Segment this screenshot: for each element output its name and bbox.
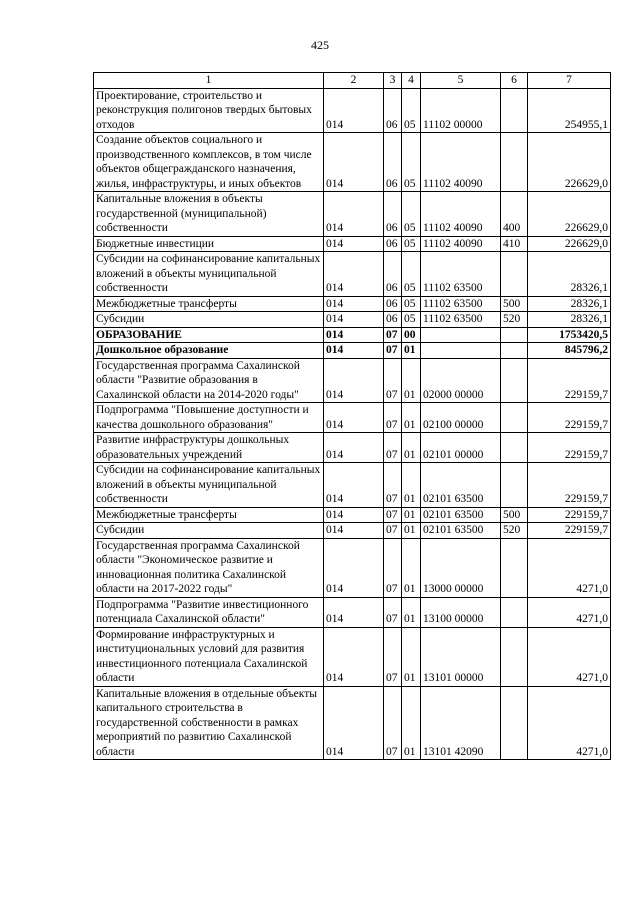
row-section-cell: 07 [384, 433, 402, 463]
row-type-cell [501, 597, 528, 627]
row-ministry-cell: 014 [324, 252, 384, 297]
row-ministry-cell: 014 [324, 192, 384, 237]
row-ministry-cell: 014 [324, 538, 384, 597]
row-section-cell: 07 [384, 627, 402, 686]
row-type-cell: 400 [501, 192, 528, 237]
row-section-cell: 07 [384, 343, 402, 359]
row-subsection-cell: 05 [402, 192, 421, 237]
row-target-cell: 11102 63500 [421, 252, 501, 297]
row-subsection-cell: 01 [402, 686, 421, 760]
row-section-cell: 07 [384, 507, 402, 523]
row-subsection-cell: 01 [402, 358, 421, 403]
row-type-cell [501, 403, 528, 433]
row-type-cell: 520 [501, 312, 528, 328]
table-body [94, 88, 611, 760]
row-amount-cell: 229159,7 [528, 433, 611, 463]
row-ministry-cell: 014 [324, 597, 384, 627]
row-section-cell: 07 [384, 463, 402, 508]
row-subsection-cell: 05 [402, 88, 421, 133]
row-target-cell: 02101 63500 [421, 463, 501, 508]
row-subsection-cell: 01 [402, 433, 421, 463]
row-subsection-cell: 01 [402, 597, 421, 627]
row-ministry-cell: 014 [324, 236, 384, 252]
row-section-cell: 07 [384, 327, 402, 343]
row-amount-cell: 226629,0 [528, 236, 611, 252]
row-subsection-cell: 01 [402, 343, 421, 359]
row-target-cell: 02101 00000 [421, 433, 501, 463]
table-row [94, 327, 611, 343]
row-amount-cell: 229159,7 [528, 358, 611, 403]
row-subsection-cell: 01 [402, 523, 421, 539]
row-amount-cell: 28326,1 [528, 296, 611, 312]
row-ministry-cell: 014 [324, 463, 384, 508]
table-row [94, 507, 611, 523]
row-section-cell: 07 [384, 523, 402, 539]
row-name-cell: Государственная программа Сахалинской области "Экономическое развитие и инновационная политика Сахалинской области на 2017-2022 годы" [94, 538, 324, 597]
table-row [94, 433, 611, 463]
row-type-cell [501, 433, 528, 463]
row-type-cell [501, 88, 528, 133]
row-target-cell: 11102 40090 [421, 192, 501, 237]
row-ministry-cell: 014 [324, 88, 384, 133]
row-ministry-cell: 014 [324, 403, 384, 433]
row-subsection-cell: 01 [402, 403, 421, 433]
row-name-cell: Субсидии [94, 312, 324, 328]
row-name-cell: Создание объектов социального и производственного комплексов, в том числе объектов общегражданского назначения, жилья, инфраструктуры, и иных объектов [94, 133, 324, 192]
row-section-cell: 06 [384, 312, 402, 328]
row-subsection-cell: 05 [402, 236, 421, 252]
row-subsection-cell: 05 [402, 133, 421, 192]
row-subsection-cell: 01 [402, 463, 421, 508]
header-cell-subsection: 4 [402, 73, 421, 89]
row-type-cell [501, 538, 528, 597]
row-name-cell: Субсидии на софинансирование капитальных вложений в объекты муниципальной собственности [94, 252, 324, 297]
table-row [94, 597, 611, 627]
row-section-cell: 07 [384, 538, 402, 597]
row-section-cell: 06 [384, 192, 402, 237]
row-ministry-cell: 014 [324, 686, 384, 760]
row-amount-cell: 254955,1 [528, 88, 611, 133]
row-amount-cell: 229159,7 [528, 463, 611, 508]
row-amount-cell: 226629,0 [528, 133, 611, 192]
row-amount-cell: 229159,7 [528, 523, 611, 539]
row-name-cell: Субсидии [94, 523, 324, 539]
header-row [94, 73, 611, 89]
table-row [94, 358, 611, 403]
table-row [94, 236, 611, 252]
row-name-cell: Субсидии на софинансирование капитальных вложений в объекты муниципальной собственности [94, 463, 324, 508]
row-type-cell [501, 627, 528, 686]
row-section-cell: 07 [384, 686, 402, 760]
row-amount-cell: 226629,0 [528, 192, 611, 237]
row-name-cell: Капитальные вложения в объекты государственной (муниципальной) собственности [94, 192, 324, 237]
row-subsection-cell: 01 [402, 538, 421, 597]
header-cell-type: 6 [501, 73, 528, 89]
row-name-cell: Государственная программа Сахалинской области "Развитие образования в Сахалинской области на 2014-2020 годы" [94, 358, 324, 403]
row-target-cell: 02101 63500 [421, 507, 501, 523]
row-ministry-cell: 014 [324, 312, 384, 328]
header-cell-amount: 7 [528, 73, 611, 89]
row-target-cell: 13100 00000 [421, 597, 501, 627]
row-target-cell: 11102 40090 [421, 133, 501, 192]
row-amount-cell: 28326,1 [528, 252, 611, 297]
row-amount-cell: 4271,0 [528, 597, 611, 627]
row-name-cell: ОБРАЗОВАНИЕ [94, 327, 324, 343]
table-row [94, 296, 611, 312]
row-section-cell: 06 [384, 88, 402, 133]
table-row [94, 88, 611, 133]
row-subsection-cell: 00 [402, 327, 421, 343]
row-subsection-cell: 05 [402, 312, 421, 328]
row-type-cell [501, 358, 528, 403]
table-row [94, 133, 611, 192]
table-row [94, 538, 611, 597]
header-cell-target: 5 [421, 73, 501, 89]
table-row [94, 686, 611, 760]
row-section-cell: 07 [384, 597, 402, 627]
table-row [94, 523, 611, 539]
row-section-cell: 06 [384, 252, 402, 297]
row-target-cell: 02101 63500 [421, 523, 501, 539]
row-target-cell [421, 327, 501, 343]
row-type-cell [501, 252, 528, 297]
row-type-cell: 500 [501, 296, 528, 312]
row-amount-cell: 4271,0 [528, 627, 611, 686]
table-row [94, 252, 611, 297]
row-subsection-cell: 05 [402, 252, 421, 297]
table-row [94, 627, 611, 686]
row-type-cell [501, 686, 528, 760]
row-amount-cell: 28326,1 [528, 312, 611, 328]
row-type-cell [501, 327, 528, 343]
row-target-cell: 13000 00000 [421, 538, 501, 597]
row-ministry-cell: 014 [324, 343, 384, 359]
row-ministry-cell: 014 [324, 133, 384, 192]
row-name-cell: Межбюджетные трансферты [94, 507, 324, 523]
row-section-cell: 06 [384, 133, 402, 192]
budget-table [93, 72, 611, 760]
row-amount-cell: 4271,0 [528, 538, 611, 597]
row-name-cell: Подпрограмма "Развитие инвестиционного потенциала Сахалинской области" [94, 597, 324, 627]
row-amount-cell: 1753420,5 [528, 327, 611, 343]
table-row [94, 403, 611, 433]
row-amount-cell: 229159,7 [528, 507, 611, 523]
row-name-cell: Капитальные вложения в отдельные объекты капитального строительства в государственной собственности в рамках мероприятий по развитию Сахалинской области [94, 686, 324, 760]
row-subsection-cell: 05 [402, 296, 421, 312]
row-section-cell: 06 [384, 296, 402, 312]
row-ministry-cell: 014 [324, 327, 384, 343]
row-amount-cell: 4271,0 [528, 686, 611, 760]
row-ministry-cell: 014 [324, 358, 384, 403]
row-type-cell: 500 [501, 507, 528, 523]
row-subsection-cell: 01 [402, 627, 421, 686]
row-name-cell: Дошкольное образование [94, 343, 324, 359]
row-target-cell: 02100 00000 [421, 403, 501, 433]
table-row [94, 192, 611, 237]
row-target-cell: 13101 00000 [421, 627, 501, 686]
row-amount-cell: 845796,2 [528, 343, 611, 359]
row-ministry-cell: 014 [324, 627, 384, 686]
header-cell-section: 3 [384, 73, 402, 89]
page-number: 425 [311, 38, 329, 52]
row-amount-cell: 229159,7 [528, 403, 611, 433]
row-name-cell: Развитие инфраструктуры дошкольных образовательных учреждений [94, 433, 324, 463]
row-type-cell [501, 463, 528, 508]
row-name-cell: Бюджетные инвестиции [94, 236, 324, 252]
row-ministry-cell: 014 [324, 433, 384, 463]
row-ministry-cell: 014 [324, 523, 384, 539]
table-row [94, 463, 611, 508]
row-name-cell: Подпрограмма "Повышение доступности и качества дошкольного образования" [94, 403, 324, 433]
row-section-cell: 07 [384, 358, 402, 403]
row-target-cell: 11102 63500 [421, 296, 501, 312]
row-type-cell: 520 [501, 523, 528, 539]
table-row [94, 343, 611, 359]
row-ministry-cell: 014 [324, 296, 384, 312]
table-row [94, 312, 611, 328]
row-name-cell: Межбюджетные трансферты [94, 296, 324, 312]
row-target-cell: 11102 00000 [421, 88, 501, 133]
row-target-cell: 13101 42090 [421, 686, 501, 760]
row-ministry-cell: 014 [324, 507, 384, 523]
row-section-cell: 07 [384, 403, 402, 433]
header-cell-name: 1 [94, 73, 324, 89]
row-subsection-cell: 01 [402, 507, 421, 523]
row-section-cell: 06 [384, 236, 402, 252]
header-cell-ministry: 2 [324, 73, 384, 89]
row-type-cell [501, 133, 528, 192]
row-name-cell: Формирование инфраструктурных и институциональных условий для развития инвестиционного потенциала Сахалинской области [94, 627, 324, 686]
row-target-cell: 02000 00000 [421, 358, 501, 403]
row-name-cell: Проектирование, строительство и реконструкция полигонов твердых бытовых отходов [94, 88, 324, 133]
row-target-cell: 11102 63500 [421, 312, 501, 328]
row-target-cell [421, 343, 501, 359]
row-type-cell: 410 [501, 236, 528, 252]
row-target-cell: 11102 40090 [421, 236, 501, 252]
row-type-cell [501, 343, 528, 359]
